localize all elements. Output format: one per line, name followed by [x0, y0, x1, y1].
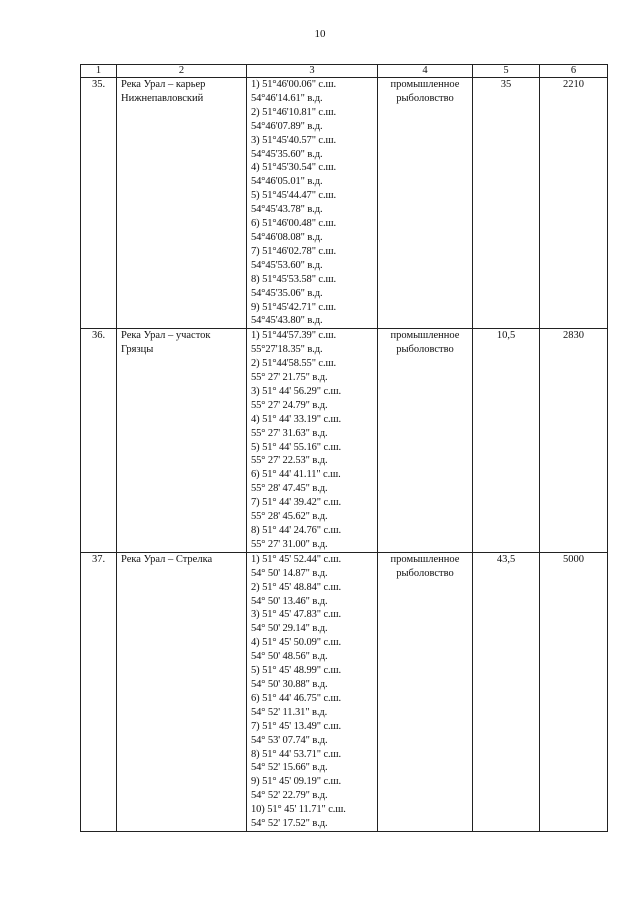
coordinate-line: 55°27'18.35" в.д.: [251, 344, 323, 356]
coordinate-line: 54°45'53.60" в.д.: [251, 259, 323, 271]
usage-purpose: промышленное рыболовство: [378, 78, 473, 329]
table-row: [81, 329, 608, 553]
table-row: [81, 78, 608, 329]
coordinate-line: 54°46'08.08" в.д.: [251, 231, 323, 243]
coordinate-line: 54°46'07.89" в.д.: [251, 120, 323, 132]
coordinate-line: 54°46'05.01" в.д.: [251, 176, 323, 188]
coordinate-line: 7) 51° 44' 39.42" с.ш.: [251, 497, 342, 509]
water-body-name: Река Урал – карьер Нижнепавловский: [117, 78, 247, 329]
column-header: 4: [378, 65, 473, 78]
area-value: 35: [473, 78, 540, 329]
usage-purpose: промышленное рыболовство: [378, 552, 473, 831]
coordinate-line: 54° 52' 17.52" в.д.: [251, 818, 328, 830]
coordinate-line: 2) 51° 45' 48.84" с.ш.: [251, 581, 342, 593]
coordinate-line: 55° 28' 47.45" в.д.: [251, 483, 328, 495]
column-header: 2: [117, 65, 247, 78]
coordinate-line: 6) 51°46'00.48" с.ш.: [251, 218, 336, 230]
column-header: 1: [81, 65, 117, 78]
column-header: 5: [473, 65, 540, 78]
table-header-row: [81, 65, 608, 78]
coordinate-line: 54° 50' 14.87" в.д.: [251, 567, 328, 579]
coordinate-line: 1) 51°46'00.06" с.ш.: [251, 79, 336, 90]
area-value: 10,5: [473, 329, 540, 553]
coordinate-line: 5) 51° 44' 55.16" с.ш.: [251, 441, 342, 453]
water-body-name: Река Урал – участок Грязцы: [117, 329, 247, 553]
coordinate-line: 10) 51° 45' 11.71" с.ш.: [251, 804, 346, 816]
page-number: 10: [314, 28, 326, 40]
coordinate-line: 2) 51°46'10.81" с.ш.: [251, 106, 336, 118]
area-value: 43,5: [473, 552, 540, 831]
coordinate-line: 55° 28' 45.62" в.д.: [251, 511, 328, 523]
coordinate-line: 54° 52' 15.66" в.д.: [251, 762, 328, 774]
coordinate-line: 9) 51°45'42.71" с.ш.: [251, 301, 336, 313]
coordinate-line: 3) 51° 44' 56.29" с.ш.: [251, 385, 342, 397]
catch-value: 5000: [540, 552, 608, 831]
coordinate-line: 4) 51° 44' 33.19" с.ш.: [251, 413, 342, 425]
coordinate-line: 6) 51° 44' 46.75" с.ш.: [251, 692, 342, 704]
row-number: 35.: [81, 78, 117, 329]
coordinate-line: 55° 27' 21.75" в.д.: [251, 372, 328, 384]
coordinate-line: 55° 27' 22.53" в.д.: [251, 455, 328, 467]
coordinate-line: 8) 51° 44' 53.71" с.ш.: [251, 748, 342, 760]
coordinate-line: 7) 51° 45' 13.49" с.ш.: [251, 720, 342, 732]
coordinate-line: 54°45'35.06" в.д.: [251, 287, 323, 299]
coordinate-line: 1) 51°44'57.39" с.ш.: [251, 330, 336, 342]
coordinate-line: 6) 51° 44' 41.11" с.ш.: [251, 469, 341, 481]
coordinate-line: 54° 50' 13.46" в.д.: [251, 595, 328, 607]
coordinate-line: 8) 51°45'53.58" с.ш.: [251, 273, 336, 285]
coordinate-line: 9) 51° 45' 09.19" с.ш.: [251, 776, 342, 788]
coordinate-line: 1) 51° 45' 52.44" с.ш.: [251, 553, 342, 565]
row-number: 37.: [81, 552, 117, 831]
row-number: 36.: [81, 329, 117, 553]
coordinates-cell: [247, 552, 378, 831]
catch-value: 2210: [540, 78, 608, 329]
coordinate-line: 55° 27' 31.63" в.д.: [251, 427, 328, 439]
column-header: 6: [540, 65, 608, 78]
coordinates-cell: [247, 329, 378, 553]
coordinate-line: 54°45'35.60" в.д.: [251, 148, 323, 160]
coordinate-line: 5) 51° 45' 48.99" с.ш.: [251, 665, 342, 677]
catch-value: 2830: [540, 329, 608, 553]
coordinate-line: 54° 50' 29.14" в.д.: [251, 623, 328, 635]
water-body-name: Река Урал – Стрелка: [117, 552, 247, 831]
coordinate-line: 3) 51°45'40.57" с.ш.: [251, 134, 336, 146]
coordinate-line: 7) 51°46'02.78" с.ш.: [251, 245, 336, 257]
table-row: [81, 552, 608, 831]
coordinate-line: 8) 51° 44' 24.76" с.ш.: [251, 525, 342, 536]
coordinate-line: 55° 27' 31.00" в.д.: [251, 538, 328, 550]
usage-purpose: промышленное рыболовство: [378, 329, 473, 553]
coordinate-line: 3) 51° 45' 47.83" с.ш.: [251, 609, 342, 621]
coordinate-line: 54° 50' 48.56" в.д.: [251, 651, 328, 663]
coordinate-line: 55° 27' 24.79" в.д.: [251, 399, 328, 411]
coordinate-line: 54° 50' 30.88" в.д.: [251, 678, 328, 690]
coordinates-cell: [247, 78, 378, 329]
coordinate-line: 54°45'43.80" в.д.: [251, 315, 323, 327]
coordinate-line: 54°45'43.78" в.д.: [251, 204, 323, 216]
coordinate-line: 54°46'14.61" в.д.: [251, 92, 323, 104]
fishing-areas-table: [80, 64, 608, 832]
coordinate-line: 4) 51°45'30.54" с.ш.: [251, 162, 336, 174]
column-header: 3: [247, 65, 378, 78]
coordinate-line: 54° 52' 11.31" в.д.: [251, 706, 328, 718]
coordinate-line: 54° 53' 07.74" в.д.: [251, 734, 328, 746]
coordinate-line: 5) 51°45'44.47" с.ш.: [251, 190, 336, 202]
coordinate-line: 4) 51° 45' 50.09" с.ш.: [251, 637, 342, 649]
coordinate-line: 54° 52' 22.79" в.д.: [251, 790, 328, 802]
coordinate-line: 2) 51°44'58.55" с.ш.: [251, 358, 336, 370]
